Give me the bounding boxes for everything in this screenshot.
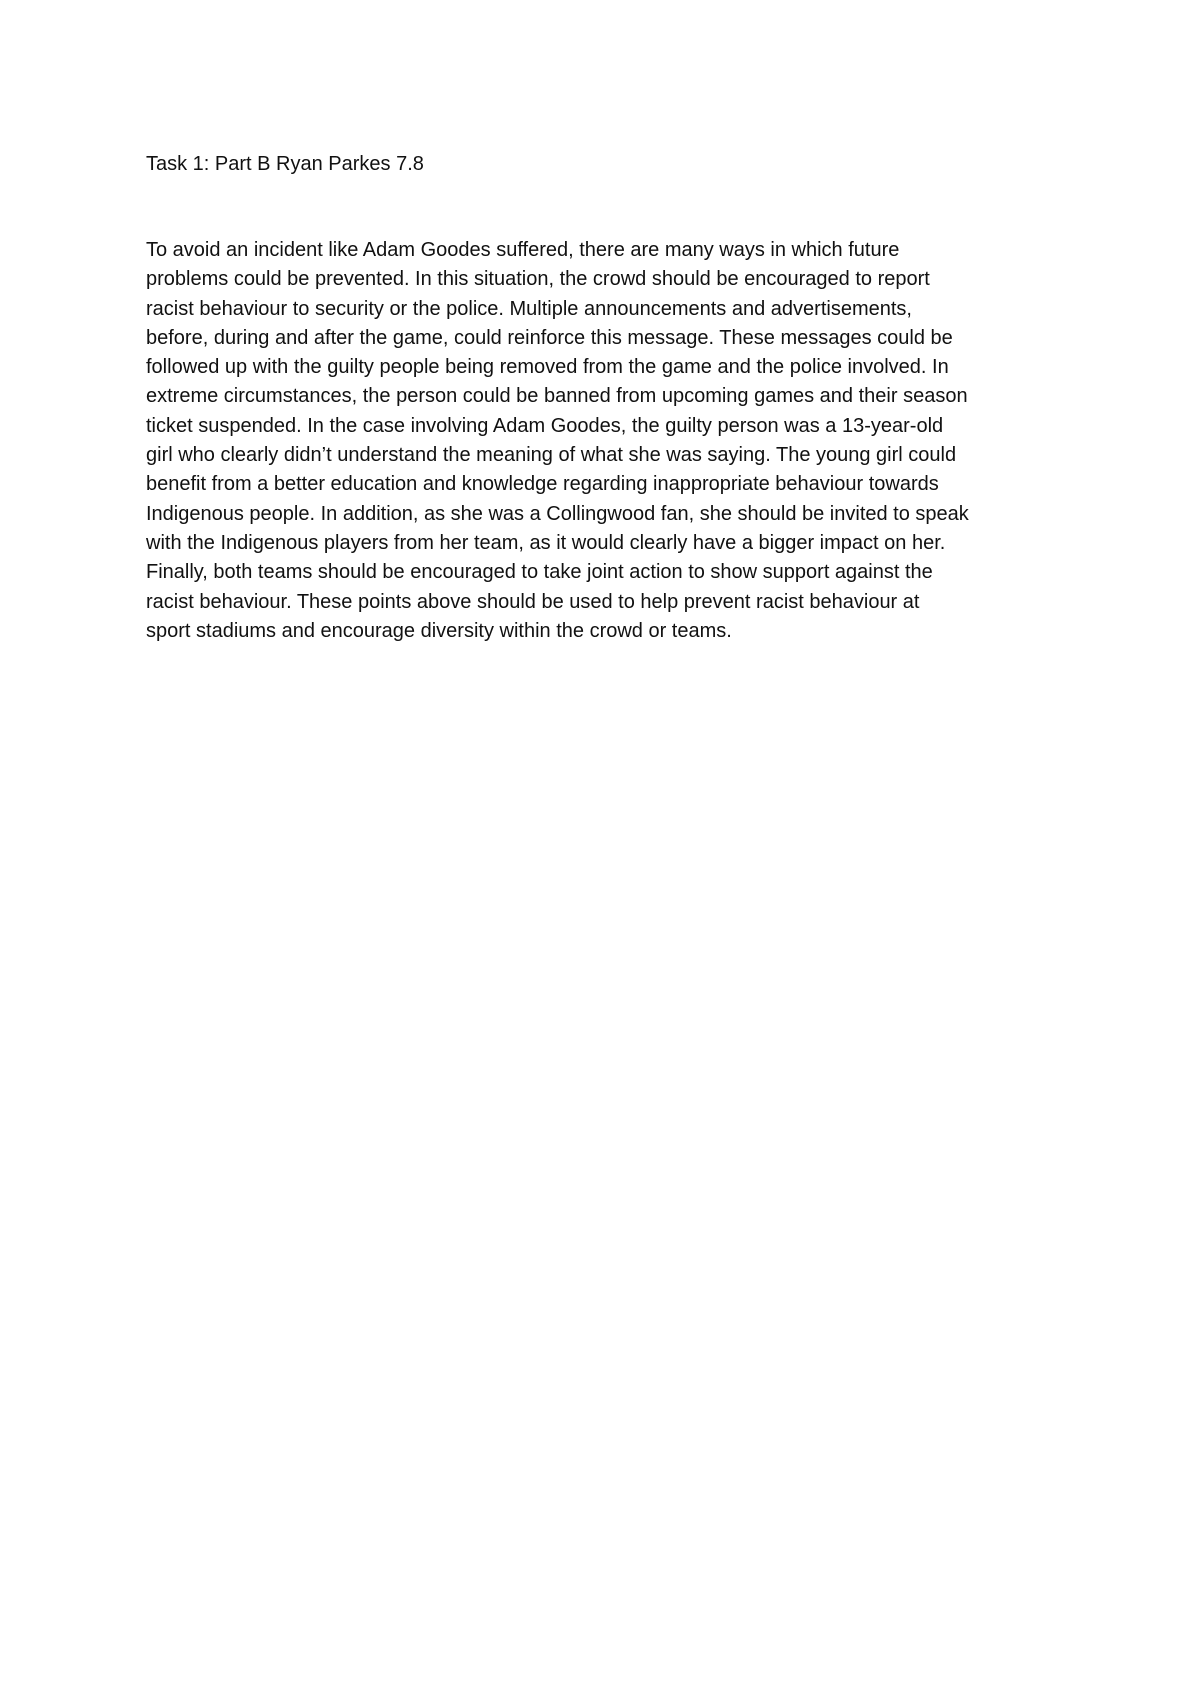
paragraph-line: To avoid an incident like Adam Goodes suffered, there are many ways in which future xyxy=(146,239,900,261)
paragraph-line: racist behaviour. These points above should be used to help prevent racist behaviour at xyxy=(146,590,920,613)
document-heading: Task 1: Part B Ryan Parkes 7.8 xyxy=(146,153,424,175)
paragraph-line: before, during and after the game, could reinforce this message. These messages could be xyxy=(146,326,953,349)
paragraph-line: ticket suspended. In the case involving Adam Goodes, the guilty person was a 13-year-old xyxy=(146,414,944,437)
paragraph-line: benefit from a better education and knowledge regarding inappropriate behaviour towards xyxy=(146,473,939,496)
document-paragraph xyxy=(146,236,1086,646)
paragraph-line: Indigenous people. In addition, as she was a Collingwood fan, she should be invited to speak xyxy=(146,502,969,525)
paragraph-line: followed up with the guilty people being removed from the game and the police involved. In xyxy=(146,356,949,379)
paragraph-line: racist behaviour to security or the police. Multiple announcements and advertisements, xyxy=(146,297,912,320)
paragraph-line: sport stadiums and encourage diversity within the crowd or teams. xyxy=(146,619,732,642)
paragraph-line: Finally, both teams should be encouraged to take joint action to show support against the xyxy=(146,561,933,584)
paragraph-line: girl who clearly didn’t understand the meaning of what she was saying. The young girl could xyxy=(146,444,957,467)
paragraph-line: extreme circumstances, the person could be banned from upcoming games and their season xyxy=(146,385,968,408)
paragraph-line: with the Indigenous players from her team, as it would clearly have a bigger impact on her. xyxy=(146,531,946,554)
paragraph-line: problems could be prevented. In this situation, the crowd should be encouraged to report xyxy=(146,268,930,291)
